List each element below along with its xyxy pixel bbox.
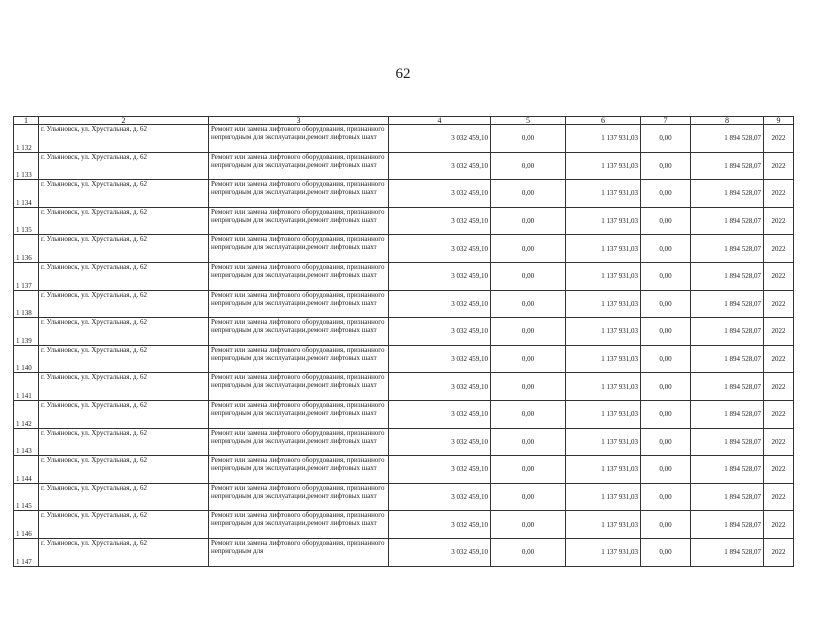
address-cell: г. Ульяновск, ул. Хрустальная, д. 62 <box>39 290 209 318</box>
value-col8-cell: 1 894 528,07 <box>691 538 764 566</box>
work-type-cell: Ремонт или замена лифтового оборудования, признанного непригодным для эксплуатации,ремонт лифтовых шахт <box>209 483 389 511</box>
address-cell: г. Ульяновск, ул. Хрустальная, д. 62 <box>39 456 209 484</box>
value-col7-cell: 0,00 <box>641 373 691 401</box>
value-col6-cell: 1 137 931,03 <box>566 125 641 153</box>
row-number: 1 132 <box>14 125 39 153</box>
table-row <box>14 400 794 428</box>
table-row <box>14 290 794 318</box>
value-col8-cell: 1 894 528,07 <box>691 318 764 346</box>
total-cost-cell: 3 032 459,10 <box>389 180 491 208</box>
value-col5-cell: 0,00 <box>491 511 566 539</box>
value-col6-cell: 1 137 931,03 <box>566 207 641 235</box>
column-header: 9 <box>764 117 794 125</box>
total-cost-cell: 3 032 459,10 <box>389 373 491 401</box>
value-col5-cell: 0,00 <box>491 290 566 318</box>
value-col7-cell: 0,00 <box>641 511 691 539</box>
column-header: 5 <box>491 117 566 125</box>
value-col5-cell: 0,00 <box>491 456 566 484</box>
column-header: 4 <box>389 117 491 125</box>
address-cell: г. Ульяновск, ул. Хрустальная, д. 62 <box>39 180 209 208</box>
value-col5-cell: 0,00 <box>491 345 566 373</box>
table-row <box>14 483 794 511</box>
row-number: 1 137 <box>14 262 39 290</box>
value-col6-cell: 1 137 931,03 <box>566 262 641 290</box>
value-col5-cell: 0,00 <box>491 373 566 401</box>
work-type-cell: Ремонт или замена лифтового оборудования, признанного непригодным для эксплуатации,ремонт лифтовых шахт <box>209 428 389 456</box>
value-col8-cell: 1 894 528,07 <box>691 456 764 484</box>
table-row <box>14 180 794 208</box>
address-cell: г. Ульяновск, ул. Хрустальная, д. 62 <box>39 345 209 373</box>
value-col8-cell: 1 894 528,07 <box>691 400 764 428</box>
total-cost-cell: 3 032 459,10 <box>389 125 491 153</box>
value-col6-cell: 1 137 931,03 <box>566 345 641 373</box>
table-row <box>14 373 794 401</box>
value-col5-cell: 0,00 <box>491 538 566 566</box>
total-cost-cell: 3 032 459,10 <box>389 152 491 180</box>
work-type-cell: Ремонт или замена лифтового оборудования, признанного непригодным для <box>209 538 389 566</box>
work-type-cell: Ремонт или замена лифтового оборудования, признанного непригодным для эксплуатации,ремонт лифтовых шахт <box>209 345 389 373</box>
value-col7-cell: 0,00 <box>641 345 691 373</box>
address-cell: г. Ульяновск, ул. Хрустальная, д. 62 <box>39 373 209 401</box>
work-type-cell: Ремонт или замена лифтового оборудования, признанного непригодным для эксплуатации,ремонт лифтовых шахт <box>209 152 389 180</box>
value-col8-cell: 1 894 528,07 <box>691 235 764 263</box>
value-col7-cell: 0,00 <box>641 152 691 180</box>
value-col7-cell: 0,00 <box>641 538 691 566</box>
address-cell: г. Ульяновск, ул. Хрустальная, д. 62 <box>39 428 209 456</box>
value-col7-cell: 0,00 <box>641 180 691 208</box>
total-cost-cell: 3 032 459,10 <box>389 290 491 318</box>
row-number: 1 144 <box>14 456 39 484</box>
value-col7-cell: 0,00 <box>641 456 691 484</box>
value-col8-cell: 1 894 528,07 <box>691 152 764 180</box>
value-col7-cell: 0,00 <box>641 400 691 428</box>
row-number: 1 134 <box>14 180 39 208</box>
row-number: 1 136 <box>14 235 39 263</box>
value-col5-cell: 0,00 <box>491 180 566 208</box>
work-type-cell: Ремонт или замена лифтового оборудования, признанного непригодным для эксплуатации,ремонт лифтовых шахт <box>209 290 389 318</box>
address-cell: г. Ульяновск, ул. Хрустальная, д. 62 <box>39 483 209 511</box>
value-col6-cell: 1 137 931,03 <box>566 428 641 456</box>
year-cell: 2022 <box>764 345 794 373</box>
value-col8-cell: 1 894 528,07 <box>691 428 764 456</box>
table-row <box>14 235 794 263</box>
table-row <box>14 125 794 153</box>
year-cell: 2022 <box>764 180 794 208</box>
year-cell: 2022 <box>764 428 794 456</box>
row-number: 1 147 <box>14 538 39 566</box>
repair-registry-table <box>13 116 794 567</box>
address-cell: г. Ульяновск, ул. Хрустальная, д. 62 <box>39 207 209 235</box>
address-cell: г. Ульяновск, ул. Хрустальная, д. 62 <box>39 262 209 290</box>
total-cost-cell: 3 032 459,10 <box>389 456 491 484</box>
total-cost-cell: 3 032 459,10 <box>389 511 491 539</box>
value-col5-cell: 0,00 <box>491 125 566 153</box>
work-type-cell: Ремонт или замена лифтового оборудования, признанного непригодным для эксплуатации,ремонт лифтовых шахт <box>209 125 389 153</box>
table-row <box>14 318 794 346</box>
value-col6-cell: 1 137 931,03 <box>566 290 641 318</box>
table-row <box>14 456 794 484</box>
year-cell: 2022 <box>764 125 794 153</box>
year-cell: 2022 <box>764 290 794 318</box>
value-col5-cell: 0,00 <box>491 207 566 235</box>
column-header: 6 <box>566 117 641 125</box>
year-cell: 2022 <box>764 456 794 484</box>
row-number: 1 145 <box>14 483 39 511</box>
value-col5-cell: 0,00 <box>491 152 566 180</box>
year-cell: 2022 <box>764 262 794 290</box>
value-col6-cell: 1 137 931,03 <box>566 483 641 511</box>
value-col8-cell: 1 894 528,07 <box>691 483 764 511</box>
work-type-cell: Ремонт или замена лифтового оборудования, признанного непригодным для эксплуатации,ремонт лифтовых шахт <box>209 456 389 484</box>
table-row <box>14 152 794 180</box>
year-cell: 2022 <box>764 235 794 263</box>
value-col8-cell: 1 894 528,07 <box>691 511 764 539</box>
year-cell: 2022 <box>764 318 794 346</box>
total-cost-cell: 3 032 459,10 <box>389 318 491 346</box>
row-number: 1 141 <box>14 373 39 401</box>
value-col8-cell: 1 894 528,07 <box>691 180 764 208</box>
total-cost-cell: 3 032 459,10 <box>389 345 491 373</box>
total-cost-cell: 3 032 459,10 <box>389 235 491 263</box>
year-cell: 2022 <box>764 511 794 539</box>
value-col7-cell: 0,00 <box>641 207 691 235</box>
header-row <box>14 117 794 125</box>
value-col7-cell: 0,00 <box>641 125 691 153</box>
column-header: 8 <box>691 117 764 125</box>
value-col6-cell: 1 137 931,03 <box>566 538 641 566</box>
value-col8-cell: 1 894 528,07 <box>691 207 764 235</box>
year-cell: 2022 <box>764 483 794 511</box>
value-col8-cell: 1 894 528,07 <box>691 125 764 153</box>
work-type-cell: Ремонт или замена лифтового оборудования, признанного непригодным для эксплуатации,ремонт лифтовых шахт <box>209 262 389 290</box>
value-col6-cell: 1 137 931,03 <box>566 400 641 428</box>
work-type-cell: Ремонт или замена лифтового оборудования, признанного непригодным для эксплуатации,ремонт лифтовых шахт <box>209 400 389 428</box>
column-header: 2 <box>39 117 209 125</box>
work-type-cell: Ремонт или замена лифтового оборудования, признанного непригодным для эксплуатации,ремонт лифтовых шахт <box>209 180 389 208</box>
total-cost-cell: 3 032 459,10 <box>389 400 491 428</box>
value-col8-cell: 1 894 528,07 <box>691 345 764 373</box>
table-row <box>14 207 794 235</box>
row-number: 1 135 <box>14 207 39 235</box>
value-col7-cell: 0,00 <box>641 428 691 456</box>
value-col5-cell: 0,00 <box>491 235 566 263</box>
year-cell: 2022 <box>764 400 794 428</box>
address-cell: г. Ульяновск, ул. Хрустальная, д. 62 <box>39 125 209 153</box>
page-number: 62 <box>395 66 411 82</box>
year-cell: 2022 <box>764 373 794 401</box>
value-col7-cell: 0,00 <box>641 318 691 346</box>
address-cell: г. Ульяновск, ул. Хрустальная, д. 62 <box>39 235 209 263</box>
value-col8-cell: 1 894 528,07 <box>691 373 764 401</box>
value-col8-cell: 1 894 528,07 <box>691 290 764 318</box>
column-header: 1 <box>14 117 39 125</box>
year-cell: 2022 <box>764 152 794 180</box>
value-col6-cell: 1 137 931,03 <box>566 180 641 208</box>
work-type-cell: Ремонт или замена лифтового оборудования, признанного непригодным для эксплуатации,ремонт лифтовых шахт <box>209 511 389 539</box>
value-col6-cell: 1 137 931,03 <box>566 511 641 539</box>
row-number: 1 140 <box>14 345 39 373</box>
work-type-cell: Ремонт или замена лифтового оборудования, признанного непригодным для эксплуатации,ремонт лифтовых шахт <box>209 373 389 401</box>
total-cost-cell: 3 032 459,10 <box>389 207 491 235</box>
row-number: 1 133 <box>14 152 39 180</box>
value-col7-cell: 0,00 <box>641 483 691 511</box>
value-col5-cell: 0,00 <box>491 428 566 456</box>
address-cell: г. Ульяновск, ул. Хрустальная, д. 62 <box>39 511 209 539</box>
column-header: 7 <box>641 117 691 125</box>
value-col7-cell: 0,00 <box>641 262 691 290</box>
table-row <box>14 262 794 290</box>
value-col6-cell: 1 137 931,03 <box>566 235 641 263</box>
total-cost-cell: 3 032 459,10 <box>389 428 491 456</box>
total-cost-cell: 3 032 459,10 <box>389 483 491 511</box>
address-cell: г. Ульяновск, ул. Хрустальная, д. 62 <box>39 538 209 566</box>
work-type-cell: Ремонт или замена лифтового оборудования, признанного непригодным для эксплуатации,ремонт лифтовых шахт <box>209 235 389 263</box>
value-col7-cell: 0,00 <box>641 290 691 318</box>
column-header: 3 <box>209 117 389 125</box>
row-number: 1 143 <box>14 428 39 456</box>
work-type-cell: Ремонт или замена лифтового оборудования, признанного непригодным для эксплуатации,ремонт лифтовых шахт <box>209 207 389 235</box>
value-col6-cell: 1 137 931,03 <box>566 456 641 484</box>
total-cost-cell: 3 032 459,10 <box>389 262 491 290</box>
table-row <box>14 538 794 566</box>
value-col6-cell: 1 137 931,03 <box>566 318 641 346</box>
address-cell: г. Ульяновск, ул. Хрустальная, д. 62 <box>39 400 209 428</box>
total-cost-cell: 3 032 459,10 <box>389 538 491 566</box>
value-col6-cell: 1 137 931,03 <box>566 373 641 401</box>
value-col5-cell: 0,00 <box>491 400 566 428</box>
address-cell: г. Ульяновск, ул. Хрустальная, д. 62 <box>39 318 209 346</box>
table-row <box>14 345 794 373</box>
value-col8-cell: 1 894 528,07 <box>691 262 764 290</box>
value-col5-cell: 0,00 <box>491 483 566 511</box>
value-col5-cell: 0,00 <box>491 318 566 346</box>
value-col6-cell: 1 137 931,03 <box>566 152 641 180</box>
row-number: 1 142 <box>14 400 39 428</box>
value-col7-cell: 0,00 <box>641 235 691 263</box>
year-cell: 2022 <box>764 207 794 235</box>
row-number: 1 138 <box>14 290 39 318</box>
row-number: 1 146 <box>14 511 39 539</box>
value-col5-cell: 0,00 <box>491 262 566 290</box>
address-cell: г. Ульяновск, ул. Хрустальная, д. 62 <box>39 152 209 180</box>
row-number: 1 139 <box>14 318 39 346</box>
work-type-cell: Ремонт или замена лифтового оборудования, признанного непригодным для эксплуатации,ремонт лифтовых шахт <box>209 318 389 346</box>
table-row <box>14 428 794 456</box>
table-row <box>14 511 794 539</box>
year-cell: 2022 <box>764 538 794 566</box>
